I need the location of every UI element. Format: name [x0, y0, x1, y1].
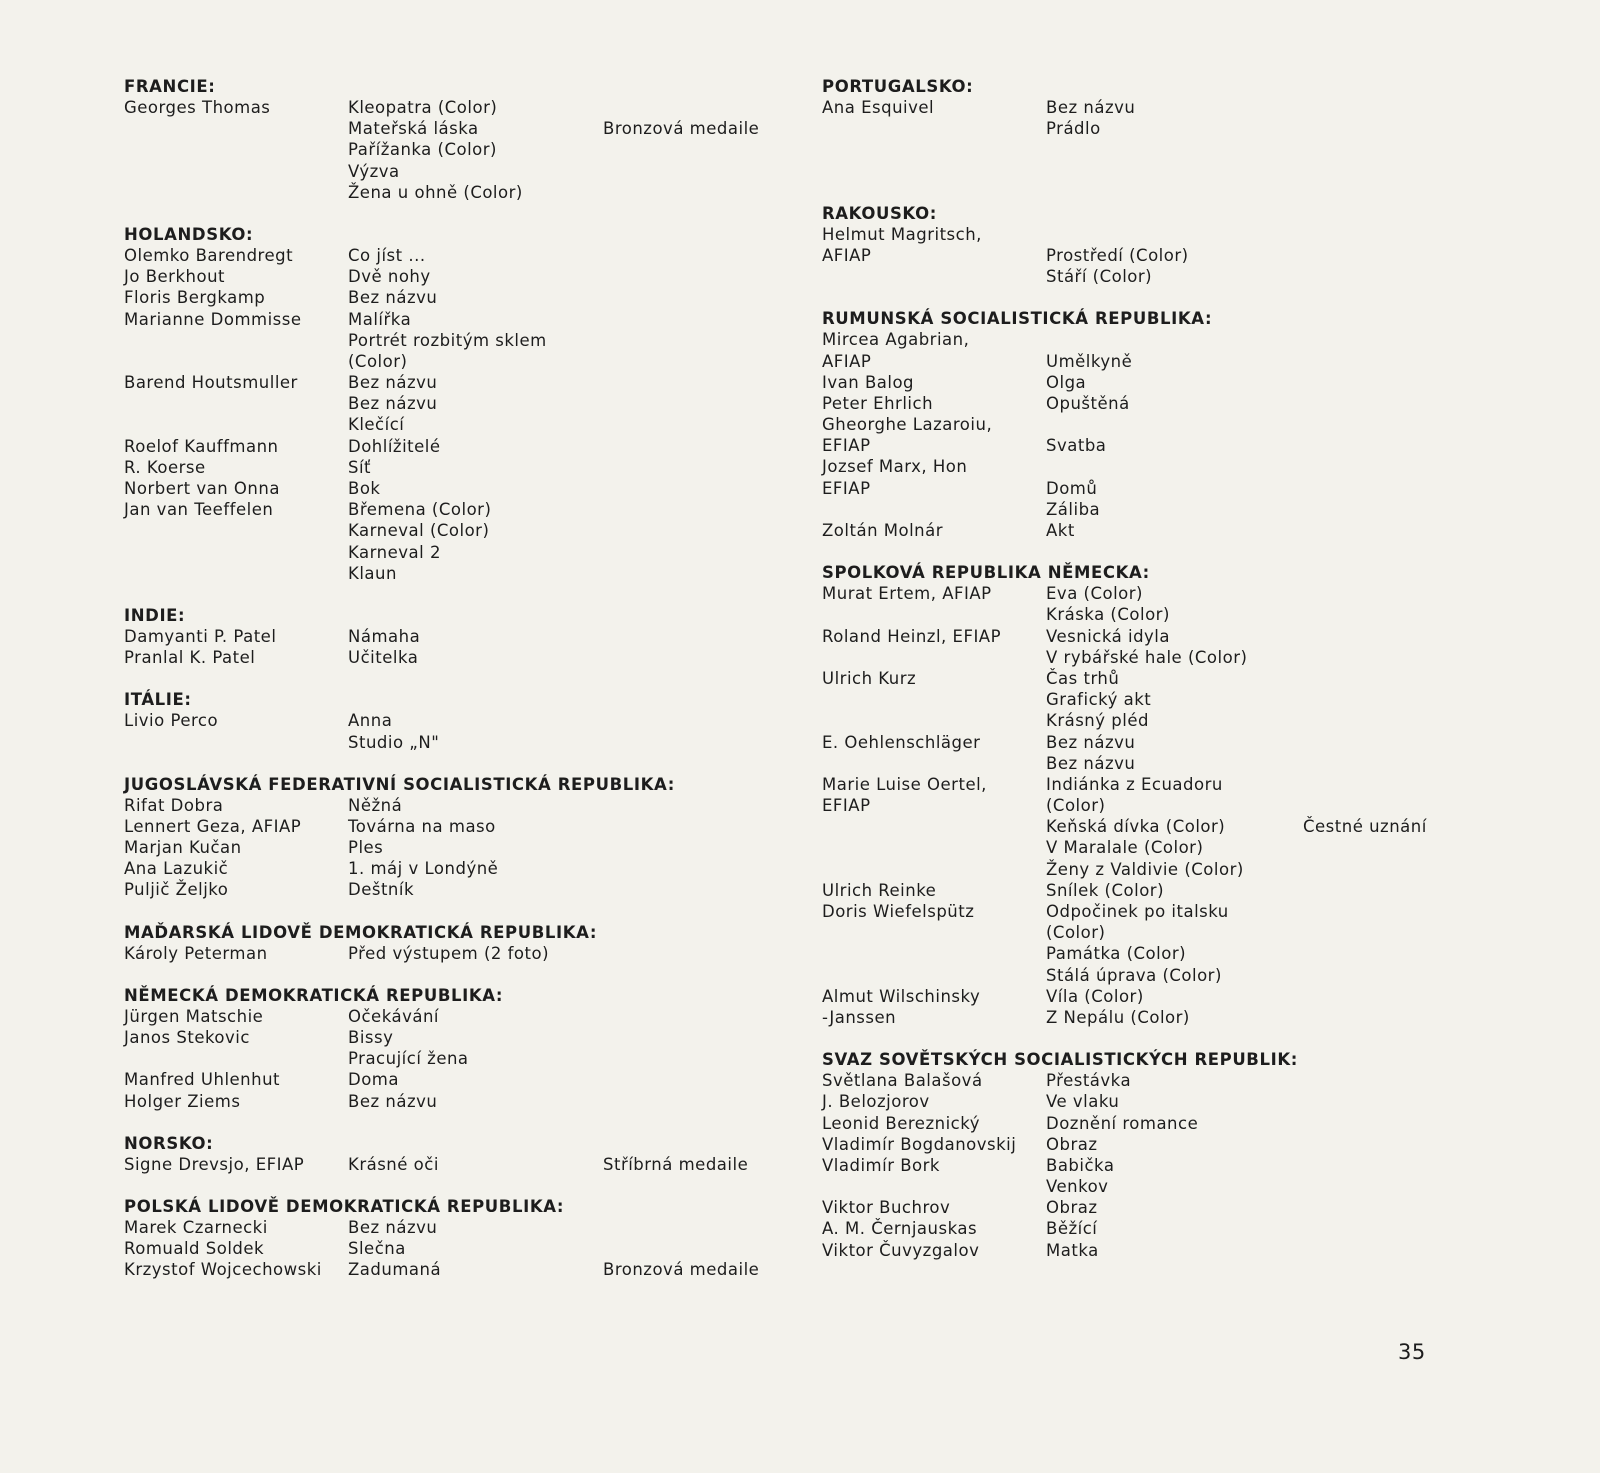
- country-heading: SVAZ SOVĚTSKÝCH SOCIALISTICKÝCH REPUBLIK:: [822, 1050, 1298, 1070]
- photo-title: Matka: [1046, 1240, 1099, 1260]
- photo-title: Klaun: [348, 563, 397, 583]
- photo-title: Kleopatra (Color): [348, 98, 498, 117]
- photo-title: Krásné oči: [348, 1154, 439, 1174]
- author-name: Georges Thomas: [124, 98, 271, 117]
- author-name: Rifat Dobra: [124, 795, 224, 815]
- photo-title: Slečna: [348, 1239, 406, 1259]
- photo-title: V rybářské hale (Color): [1046, 647, 1248, 667]
- entry-row: [822, 795, 1592, 816]
- country-heading: PORTUGALSKO:: [822, 77, 974, 96]
- page-number: 35: [1398, 1340, 1426, 1364]
- entry-row: [822, 732, 1592, 753]
- entry-row: [124, 393, 774, 414]
- author-name: Roland Heinzl, EFIAP: [822, 626, 1002, 646]
- author-name: Marie Luise Oertel,: [822, 774, 987, 794]
- author-name: Leonid Bereznický: [822, 1113, 980, 1133]
- country-heading: INDIE:: [124, 605, 186, 625]
- author-name: R. Koerse: [124, 457, 206, 477]
- photo-title: Něžná: [348, 795, 403, 815]
- entry-row: [124, 1006, 774, 1027]
- country-section: [822, 76, 1592, 182]
- photo-title: Obraz: [1046, 1134, 1098, 1154]
- right-column: [822, 76, 1592, 1282]
- entry-row: [822, 816, 1592, 837]
- photo-title: Bez názvu: [348, 288, 438, 308]
- photo-title: Venkov: [1046, 1177, 1109, 1197]
- entry-row: [822, 859, 1592, 880]
- photo-title: Záliba: [1046, 499, 1101, 519]
- entry-row: [124, 372, 774, 393]
- country-section: [124, 224, 774, 584]
- author-name: Signe Drevsjo, EFIAP: [124, 1154, 305, 1174]
- author-name: Mircea Agabrian,: [822, 330, 970, 350]
- entry-row: [822, 351, 1592, 372]
- entry-row: [822, 837, 1592, 858]
- photo-title: Před výstupem (2 foto): [348, 943, 550, 963]
- photo-title: Keňská dívka (Color): [1046, 817, 1226, 837]
- author-name: Viktor Čuvyzgalov: [822, 1240, 980, 1260]
- entry-row: [124, 879, 774, 900]
- author-name: AFIAP: [822, 245, 872, 265]
- author-name: Manfred Uhlenhut: [124, 1070, 281, 1090]
- entry-row: [124, 245, 774, 266]
- author-name: Jo Berkhout: [124, 267, 225, 287]
- photo-title: Bok: [348, 479, 381, 498]
- author-name: Barend Houtsmuller: [124, 373, 298, 393]
- photo-title: Deštník: [348, 880, 415, 900]
- country-heading: NĚMECKÁ DEMOKRATICKÁ REPUBLIKA:: [124, 985, 504, 1005]
- entry-row: [822, 1070, 1592, 1091]
- entry-row: [822, 329, 1592, 350]
- photo-title: Odpočinek po italsku: [1046, 902, 1229, 921]
- photo-title: Svatba: [1046, 436, 1107, 456]
- entry-row: [124, 436, 774, 457]
- country-heading: FRANCIE:: [124, 77, 216, 96]
- entry-row: [124, 97, 774, 118]
- entry-row: [822, 1007, 1592, 1028]
- photo-title: Eva (Color): [1046, 584, 1143, 604]
- entry-row: [124, 816, 774, 837]
- entry-row: [822, 774, 1592, 795]
- photo-title: Učitelka: [348, 648, 419, 668]
- entry-row: [822, 965, 1592, 986]
- entry-row: [822, 224, 1592, 245]
- photo-title: Bez názvu: [1046, 753, 1136, 773]
- photo-title: Bez názvu: [348, 1091, 438, 1111]
- author-name: Romuald Soldek: [124, 1239, 265, 1259]
- author-name: Ulrich Reinke: [822, 880, 937, 900]
- entry-row: [124, 647, 774, 668]
- entry-row: [124, 1069, 774, 1090]
- entry-row: [822, 1197, 1592, 1218]
- entry-row: [822, 583, 1592, 604]
- photo-title: Dvě nohy: [348, 267, 431, 287]
- entry-row: [822, 520, 1592, 541]
- entry-row: [124, 1091, 774, 1112]
- country-section: [822, 308, 1592, 541]
- entry-row: [822, 668, 1592, 689]
- photo-title: (Color): [1046, 796, 1106, 816]
- entry-row: [822, 604, 1592, 625]
- entry-row: [822, 880, 1592, 901]
- entry-row: [822, 245, 1592, 266]
- entry-row: [822, 372, 1592, 393]
- photo-title: Ve vlaku: [1046, 1092, 1120, 1112]
- author-name: Vladimír Bogdanovskij: [822, 1134, 1017, 1154]
- photo-title: Krásný pléd: [1046, 711, 1149, 731]
- entry-row: [124, 499, 774, 520]
- author-name: Marianne Dommisse: [124, 309, 302, 329]
- entry-row: [822, 1091, 1592, 1112]
- photo-title: Anna: [348, 711, 393, 731]
- entry-row: [124, 266, 774, 287]
- photo-title: V Maralale (Color): [1046, 838, 1204, 858]
- author-name: Helmut Magritsch,: [822, 224, 982, 244]
- photo-title: Opuštěná: [1046, 393, 1130, 413]
- author-name: A. M. Černjauskas: [822, 1219, 978, 1239]
- photo-title: Síť: [348, 457, 372, 477]
- entry-row: [124, 563, 774, 584]
- author-name: Olemko Barendregt: [124, 245, 294, 265]
- photo-title: Břemena (Color): [348, 500, 492, 520]
- entry-row: [124, 520, 774, 541]
- author-name: Marek Czarnecki: [124, 1217, 268, 1237]
- photo-title: Snílek (Color): [1046, 880, 1165, 900]
- photo-title: Přestávka: [1046, 1071, 1132, 1091]
- left-column: [124, 76, 774, 1302]
- country-section: [124, 76, 774, 203]
- photo-title: Výzva: [348, 161, 400, 181]
- photo-title: Olga: [1046, 372, 1087, 392]
- author-name: Floris Bergkamp: [124, 288, 266, 308]
- photo-title: Bez názvu: [348, 373, 438, 393]
- photo-title: Malířka: [348, 309, 412, 329]
- author-name: Zoltán Molnár: [822, 521, 944, 540]
- photo-title: Zadumaná: [348, 1260, 442, 1280]
- entry-row: [822, 118, 1592, 139]
- country-section: [124, 1133, 774, 1175]
- author-name: Krzystof Wojcechowski: [124, 1260, 322, 1280]
- photo-title: Víla (Color): [1046, 986, 1144, 1006]
- entry-row: [124, 139, 774, 160]
- author-name: EFIAP: [822, 796, 871, 816]
- country-section: [124, 985, 774, 1112]
- entry-row: [822, 393, 1592, 414]
- photo-title: Běžící: [1046, 1219, 1098, 1239]
- photo-title: Bez názvu: [348, 1217, 438, 1237]
- author-name: Roelof Kauffmann: [124, 436, 279, 456]
- photo-title: Babička: [1046, 1155, 1115, 1175]
- photo-title: Prostředí (Color): [1046, 245, 1189, 265]
- photo-title: Bez názvu: [348, 394, 438, 414]
- country-heading: HOLANDSKO:: [124, 224, 254, 244]
- entry-row: [124, 1217, 774, 1238]
- entry-row: [822, 626, 1592, 647]
- photo-title: Továrna na maso: [348, 816, 496, 836]
- author-name: Gheorghe Lazaroiu,: [822, 415, 993, 435]
- entry-row: [124, 309, 774, 330]
- entry-row: [124, 118, 774, 139]
- photo-title: Bissy: [348, 1028, 394, 1047]
- entry-row: [124, 710, 774, 731]
- country-section: [124, 922, 774, 964]
- entry-row: [124, 795, 774, 816]
- author-name: -Janssen: [822, 1007, 897, 1027]
- entry-row: [124, 943, 774, 964]
- entry-row: [822, 139, 1592, 160]
- photo-title: Doma: [348, 1070, 399, 1090]
- author-name: Jürgen Matschie: [124, 1006, 264, 1026]
- entry-row: [124, 837, 774, 858]
- entry-row: [124, 1259, 774, 1280]
- author-name: Holger Ziems: [124, 1091, 241, 1111]
- author-name: Ivan Balog: [822, 372, 915, 392]
- photo-title: Akt: [1046, 521, 1075, 540]
- entry-row: [124, 478, 774, 499]
- entry-row: [822, 435, 1592, 456]
- author-name: Károly Peterman: [124, 943, 268, 963]
- entry-row: [124, 1027, 774, 1048]
- author-name: Damyanti P. Patel: [124, 626, 277, 646]
- entry-row: [124, 330, 774, 351]
- entry-row: [822, 1155, 1592, 1176]
- photo-title: Dohlížitelé: [348, 436, 441, 456]
- photo-title: Mateřská láska: [348, 119, 479, 139]
- author-name: Jozsef Marx, Hon: [822, 457, 968, 477]
- author-name: Puljič Željko: [124, 880, 229, 900]
- country-section: [822, 1049, 1592, 1261]
- entry-row: [822, 689, 1592, 710]
- country-heading: NORSKO:: [124, 1133, 214, 1153]
- photo-title: Bez názvu: [1046, 732, 1136, 752]
- entry-row: [124, 182, 774, 203]
- author-name: Almut Wilschinsky: [822, 986, 981, 1006]
- photo-title: Karneval 2: [348, 542, 441, 562]
- entry-row: [822, 1176, 1592, 1197]
- award: Bronzová medaile: [603, 1260, 760, 1280]
- entry-row: [822, 456, 1592, 477]
- entry-row: [124, 161, 774, 182]
- entry-row: [822, 266, 1592, 287]
- entry-row: [822, 1218, 1592, 1239]
- entry-row: [124, 287, 774, 308]
- author-name: Ana Lazukič: [124, 859, 229, 879]
- author-name: Norbert van Onna: [124, 479, 280, 498]
- author-name: Murat Ertem, AFIAP: [822, 584, 992, 604]
- country-section: [124, 774, 774, 901]
- photo-title: Obraz: [1046, 1198, 1098, 1218]
- country-section: [124, 1196, 774, 1281]
- entry-row: [822, 753, 1592, 774]
- entry-row: [124, 1154, 774, 1175]
- entry-row: [124, 1048, 774, 1069]
- entry-row: [822, 1134, 1592, 1155]
- photo-title: 1. máj v Londýně: [348, 859, 499, 879]
- photo-title: Vesnická idyla: [1046, 626, 1171, 646]
- award: Čestné uznání: [1303, 817, 1427, 837]
- entry-row: [124, 351, 774, 372]
- entry-row: [822, 161, 1592, 182]
- entry-row: [124, 858, 774, 879]
- author-name: AFIAP: [822, 351, 872, 371]
- entry-row: [124, 626, 774, 647]
- photo-title: Doznění romance: [1046, 1113, 1199, 1133]
- photo-title: Stálá úprava (Color): [1046, 965, 1222, 985]
- author-name: Pranlal K. Patel: [124, 648, 256, 668]
- entry-row: [124, 457, 774, 478]
- photo-title: (Color): [1046, 923, 1106, 943]
- country-section: [124, 689, 774, 752]
- entry-row: [124, 414, 774, 435]
- author-name: EFIAP: [822, 478, 871, 498]
- author-name: J. Belozjorov: [822, 1092, 930, 1112]
- country-heading: POLSKÁ LIDOVĚ DEMOKRATICKÁ REPUBLIKA:: [124, 1196, 565, 1216]
- photo-title: Co jíst ...: [348, 245, 426, 265]
- country-heading: SPOLKOVÁ REPUBLIKA NĚMECKA:: [822, 563, 1150, 583]
- entry-row: [822, 97, 1592, 118]
- entry-row: [822, 1113, 1592, 1134]
- author-name: Livio Perco: [124, 711, 219, 731]
- country-heading: ITÁLIE:: [124, 690, 192, 710]
- entry-row: [822, 478, 1592, 499]
- photo-title: Stáří (Color): [1046, 267, 1153, 287]
- author-name: E. Oehlenschläger: [822, 732, 981, 752]
- photo-title: Žena u ohně (Color): [348, 182, 523, 202]
- photo-title: Umělkyně: [1046, 351, 1133, 371]
- entry-row: [822, 710, 1592, 731]
- photo-title: Grafický akt: [1046, 690, 1152, 710]
- entry-row: [822, 499, 1592, 520]
- country-section: [822, 562, 1592, 1028]
- photo-title: Pracující žena: [348, 1049, 469, 1069]
- author-name: EFIAP: [822, 436, 871, 456]
- entry-row: [822, 943, 1592, 964]
- entry-row: [822, 901, 1592, 922]
- photo-title: Portrét rozbitým sklem: [348, 330, 547, 350]
- photo-title: Ples: [348, 838, 384, 858]
- photo-title: Studio „N": [348, 732, 440, 752]
- photo-title: Památka (Color): [1046, 944, 1187, 964]
- photo-title: Z Nepálu (Color): [1046, 1007, 1190, 1027]
- photo-title: Ženy z Valdivie (Color): [1046, 859, 1244, 879]
- country-heading: RUMUNSKÁ SOCIALISTICKÁ REPUBLIKA:: [822, 309, 1213, 329]
- photo-title: Indiánka z Ecuadoru: [1046, 774, 1223, 794]
- photo-title: Námaha: [348, 626, 421, 646]
- entry-row: [124, 542, 774, 563]
- photo-title: Klečící: [348, 415, 405, 435]
- author-name: Vladimír Bork: [822, 1155, 940, 1175]
- photo-title: Kráska (Color): [1046, 605, 1170, 625]
- photo-title: Domů: [1046, 478, 1098, 498]
- author-name: Peter Ehrlich: [822, 393, 934, 413]
- photo-title: Karneval (Color): [348, 521, 490, 541]
- country-heading: JUGOSLÁVSKÁ FEDERATIVNÍ SOCIALISTICKÁ REPUBLIKA:: [124, 774, 675, 794]
- award: Bronzová medaile: [603, 119, 760, 139]
- photo-title: Čas trhů: [1046, 668, 1120, 688]
- award: Stříbrná medaile: [603, 1154, 749, 1174]
- photo-title: Pařížanka (Color): [348, 140, 497, 160]
- author-name: Lennert Geza, AFIAP: [124, 816, 302, 836]
- author-name: Jan van Teeffelen: [124, 500, 274, 520]
- author-name: Ulrich Kurz: [822, 668, 917, 688]
- country-section: [124, 605, 774, 668]
- author-name: Janos Stekovic: [124, 1028, 250, 1047]
- photo-title: Prádlo: [1046, 119, 1101, 139]
- country-heading: MAĎARSKÁ LIDOVĚ DEMOKRATICKÁ REPUBLIKA:: [124, 922, 598, 942]
- entry-row: [822, 922, 1592, 943]
- entry-row: [822, 414, 1592, 435]
- entry-row: [822, 1240, 1592, 1261]
- entry-row: [822, 986, 1592, 1007]
- author-name: Světlana Balašová: [822, 1071, 983, 1091]
- author-name: Marjan Kučan: [124, 838, 242, 858]
- photo-title: (Color): [348, 351, 408, 371]
- entry-row: [124, 1238, 774, 1259]
- entry-row: [124, 732, 774, 753]
- author-name: Viktor Buchrov: [822, 1198, 951, 1218]
- author-name: Ana Esquivel: [822, 98, 935, 117]
- photo-title: Očekávání: [348, 1006, 440, 1026]
- country-heading: RAKOUSKO:: [822, 203, 937, 223]
- author-name: Doris Wiefelspütz: [822, 902, 975, 921]
- country-section: [822, 203, 1592, 288]
- photo-title: Bez názvu: [1046, 98, 1136, 117]
- entry-row: [822, 647, 1592, 668]
